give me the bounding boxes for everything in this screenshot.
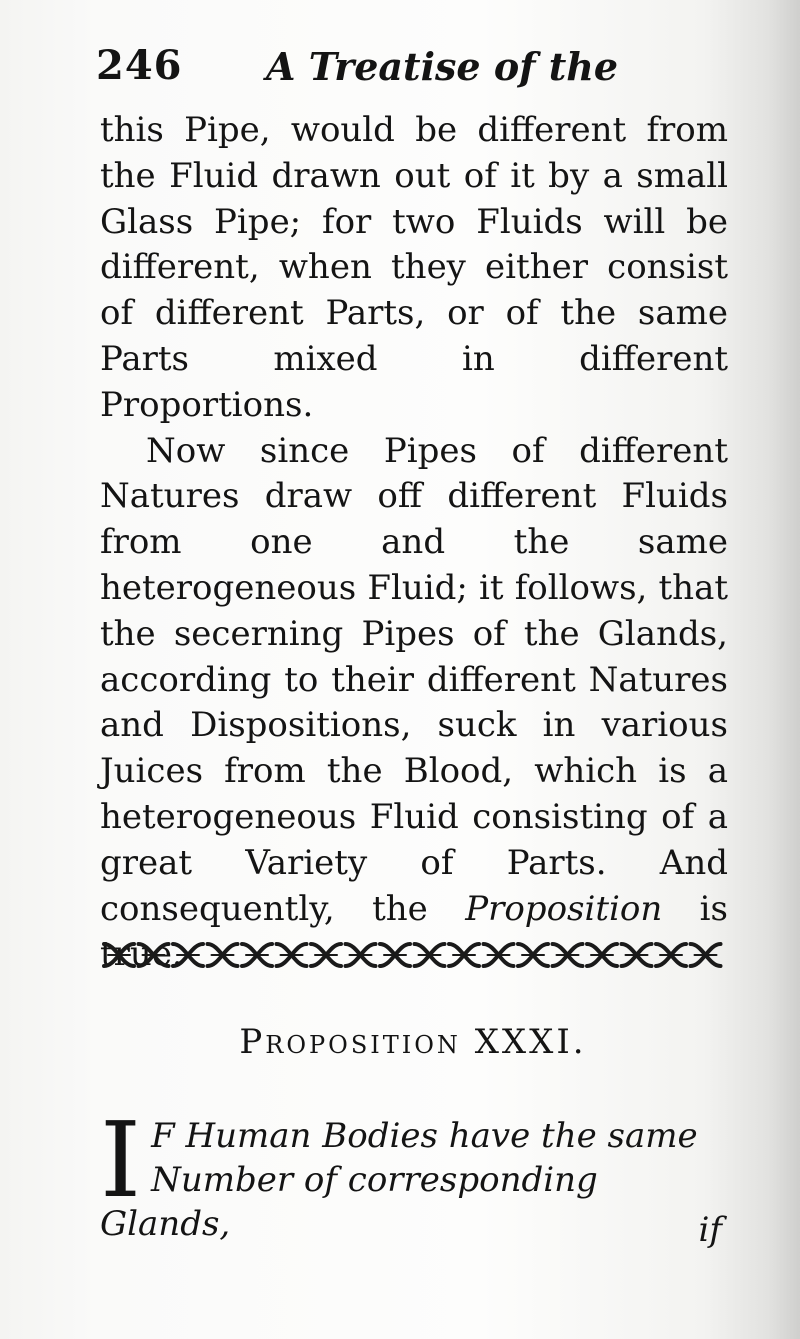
paragraph-2-text: Now since Pipes of different Natures draw off different Fluids from one and the same heterogeneous Fluid; it follows, that the secerning Pipes of the Glands, according to their different Natures and Dispositions, suck in various Juices from the Blood, which is a heterogeneous Fluid consisting of a great Variety of Parts. And consequently, the [100,430,728,929]
paragraph-2-italic: Proposition [465,888,663,929]
proposition-heading: Proposition XXXI. [239,1022,587,1062]
paragraph-1: this Pipe, would be different from the Fluid drawn out of it by a small Glass Pipe; for two Fluids will be different, when they either consist of different Parts, or of the same Parts mixed in different Proportions. [100,110,728,425]
page-header [96,42,740,100]
body-text [100,108,728,978]
paragraph-2-end: is true. [100,888,728,975]
page-number: 246 [96,42,183,89]
proposition-paragraph [100,1099,726,1246]
proposition-line-1: F Human Bodies have the same [151,1116,698,1156]
catchword: if [698,1210,722,1250]
drop-cap: I [100,1099,142,1221]
ornament-rule [100,938,726,972]
proposition-line-2: Number of corresponding Glands, [100,1160,598,1244]
paragraph-2 [100,429,728,979]
running-head: A Treatise of the [266,44,619,89]
